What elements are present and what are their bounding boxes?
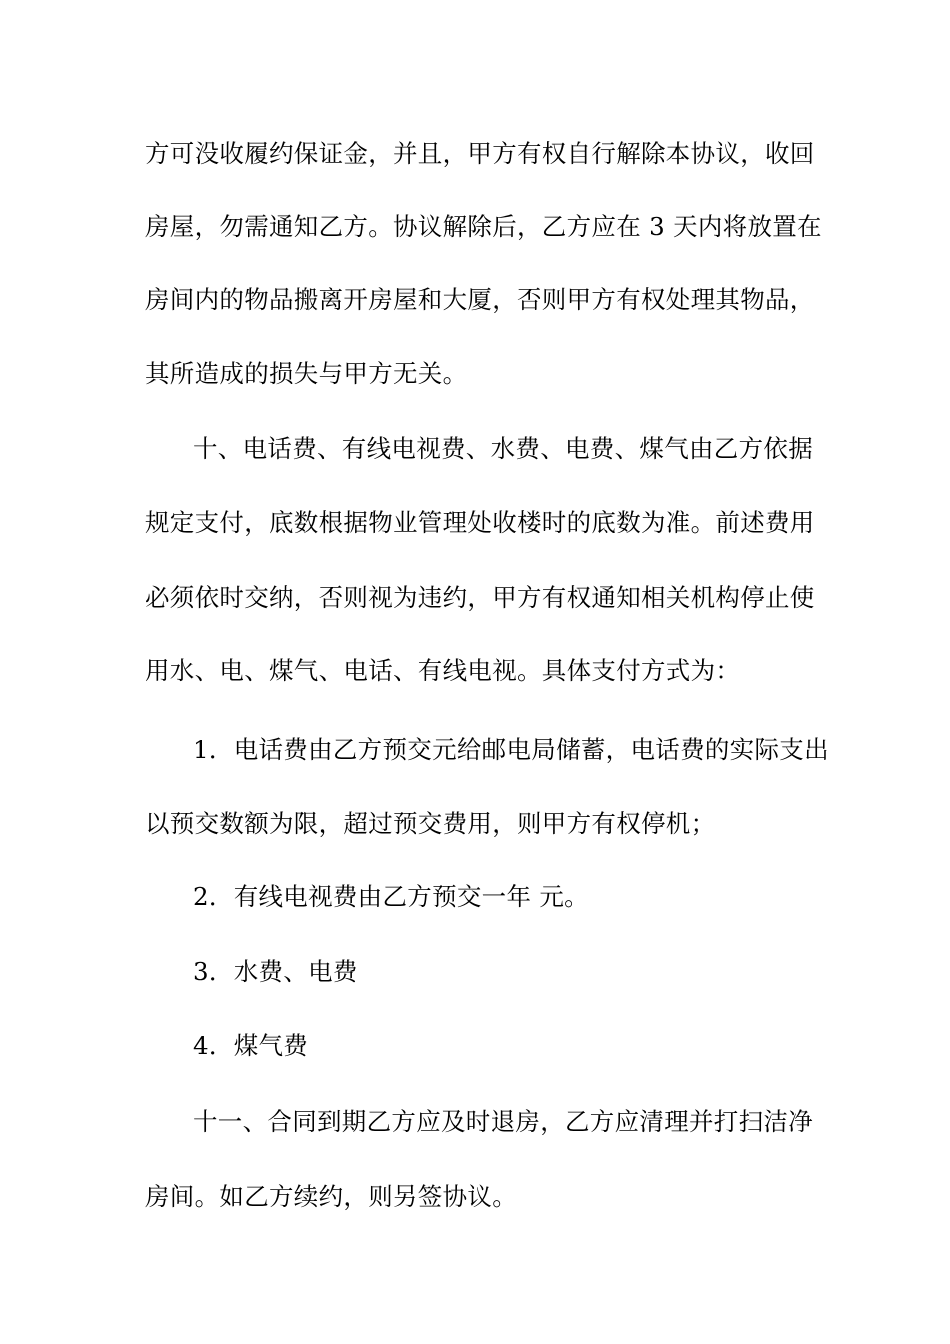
paragraph-line: 房间内的物品搬离开房屋和大厦，否则甲方有权处理其物品， <box>145 285 815 314</box>
list-item-1: 1．电话费由乙方预交元给邮电局储蓄，电话费的实际支出 <box>193 735 829 764</box>
paragraph-line: 规定支付，底数根据物业管理处收楼时的底数为准。前述费用 <box>145 508 815 537</box>
list-item-3: 3．水费、电费 <box>193 957 358 986</box>
paragraph-line: 用水、电、煤气、电话、有线电视。具体支付方式为： <box>145 656 741 685</box>
paragraph-line: 以预交数额为限，超过预交费用，则甲方有权停机； <box>145 809 716 838</box>
paragraph-line: 必须依时交纳，否则视为违约，甲方有权通知相关机构停止使 <box>145 583 815 612</box>
list-item-4: 4．煤气费 <box>193 1031 309 1060</box>
paragraph-line: 房间。如乙方续约，则另签协议。 <box>145 1182 517 1211</box>
paragraph-line: 方可没收履约保证金，并且，甲方有权自行解除本协议，收回 <box>145 139 815 168</box>
paragraph-line: 其所造成的损失与甲方无关。 <box>145 359 468 388</box>
list-item-2: 2．有线电视费由乙方预交一年 元。 <box>193 882 589 911</box>
clause-10-heading-line: 十、电话费、有线电视费、水费、电费、煤气由乙方依据 <box>193 434 813 463</box>
paragraph-line: 房屋，勿需通知乙方。协议解除后，乙方应在 3 天内将放置在 <box>145 212 822 241</box>
clause-11-heading-line: 十一、合同到期乙方应及时退房，乙方应清理并打扫洁净 <box>193 1107 813 1136</box>
